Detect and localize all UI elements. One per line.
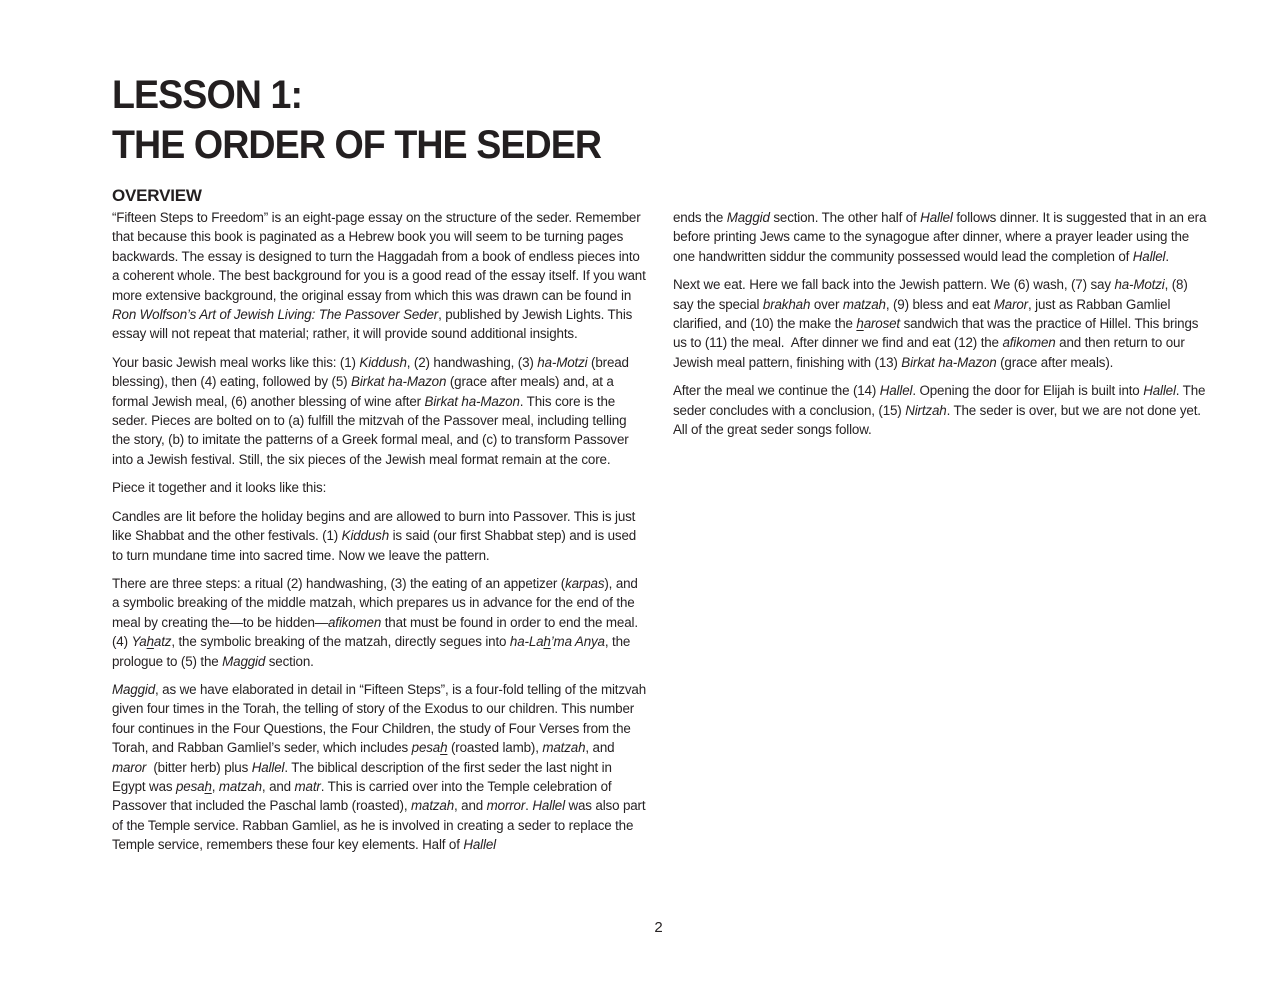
page-number: 2 [654,919,663,936]
text-columns [112,208,1208,864]
paragraph-right-3: After the meal we continue the (14) Hallel. Opening the door for Elijah is built into Hallel. The seder concludes with a conclusion, (15) Nirtzah. The seder is over, but we are not done yet. All of the great seder songs follow. [673,383,1206,438]
paragraph-right-2: Next we eat. Here we fall back into the Jewish pattern. We (6) wash, (7) say ha-Motzi, (8) say the special brakhah over matzah, (9) bless and eat Maror, just as Rabban Gamliel clarified, and (10) the make the haroset sandwich that was the practice of Hillel. This brings us to (11) the meal. After dinner we find and eat (12) the afikomen and then return to our Jewish meal pattern, finishing with (13) Birkat ha-Mazon (grace after meals). [673,277,1199,370]
title-line-2: THE ORDER OF THE SEDER [112,123,602,167]
left-column [112,208,647,864]
paragraph-left-3: Piece it together and it looks like this: [112,480,327,496]
paragraph-right-1: ends the Maggid section. The other half of Hallel follows dinner. It is suggested that in an era before printing Jews came to the synagogue after dinner, where a prayer leader using the one handwritten siddur the community possessed would lead the completion of Hallel. [673,210,1207,264]
title-line-1: LESSON 1: [112,73,303,117]
overview-heading: OVERVIEW [112,186,202,205]
paragraph-left-2: Your basic Jewish meal works like this: (1) Kiddush, (2) handwashing, (3) ha-Motzi (bread blessing), then (4) eating, followed by (5) Birkat ha-Mazon (grace after meals) and, at a formal Jewish meal, (6) another blessing of wine after Birkat ha-Mazon. This core is the seder. Pieces are bolted on to (a) fulfill the mitzvah of the Passover meal, including telling the story, (b) to imitate the patterns of a Greek formal meal, and (c) to transform Passover into a Jewish festival. Still, the six pieces of the Jewish meal format remain at the core. [112,354,629,467]
paragraph-left-5: There are three steps: a ritual (2) handwashing, (3) the eating of an appetizer (karpas), and a symbolic breaking of the middle matzah, which prepares us in advance for the end of the meal by creating the—to be hidden—afikomen that must be found in order to end the meal. (4) Yahatz, the symbolic breaking of the matzah, directly segues into ha-Lah’ma Anya, the prologue to (5) the Maggid section. [112,575,638,669]
paragraph-left-1: “Fifteen Steps to Freedom” is an eight-page essay on the structure of the seder. Remember that because this book is paginated as a Hebrew book you will seem to be turning pages backwards. The essay is designed to turn the Haggadah from a book of endless pieces into a coherent whole. The best background for you is a good read of the essay itself. If you want more extensive background, the original essay from which this was drawn can be found in Ron Wolfson’s Art of Jewish Living: The Passover Seder, published by Jewish Lights. This essay will not repeat that material; rather, it will provide sound additional insights. [112,210,646,342]
paragraph-left-4: Candles are lit before the holiday begins and are allowed to burn into Passover. This is just like Shabbat and the other festivals. (1) Kiddush is said (our first Shabbat step) and is used to turn mundane time into sacred time. Now we leave the pattern. [112,508,637,563]
right-column [673,208,1208,864]
page-title [112,70,601,170]
paragraph-left-6: Maggid, as we have elaborated in detail in “Fifteen Steps”, is a four-fold telling of the mitzvah given four times in the Torah, the telling of story of the Exodus to our children. This number four continues in the Four Questions, the Four Children, the study of Four Verses from the Torah, and Rabban Gamliel’s seder, which includes pesah (roasted lamb), matzah, and maror (bitter herb) plus Hallel. The biblical description of the first seder the last night in Egypt was pesah, matzah, and matr. This is carried over into the Temple celebration of Passover that included the Paschal lamb (roasted), matzah, and morror. Hallel was also part of the Temple service. Rabban Gamliel, as he is involved in creating a seder to replace the Temple service, remembers these four key elements. Half of Hallel [112,681,647,853]
